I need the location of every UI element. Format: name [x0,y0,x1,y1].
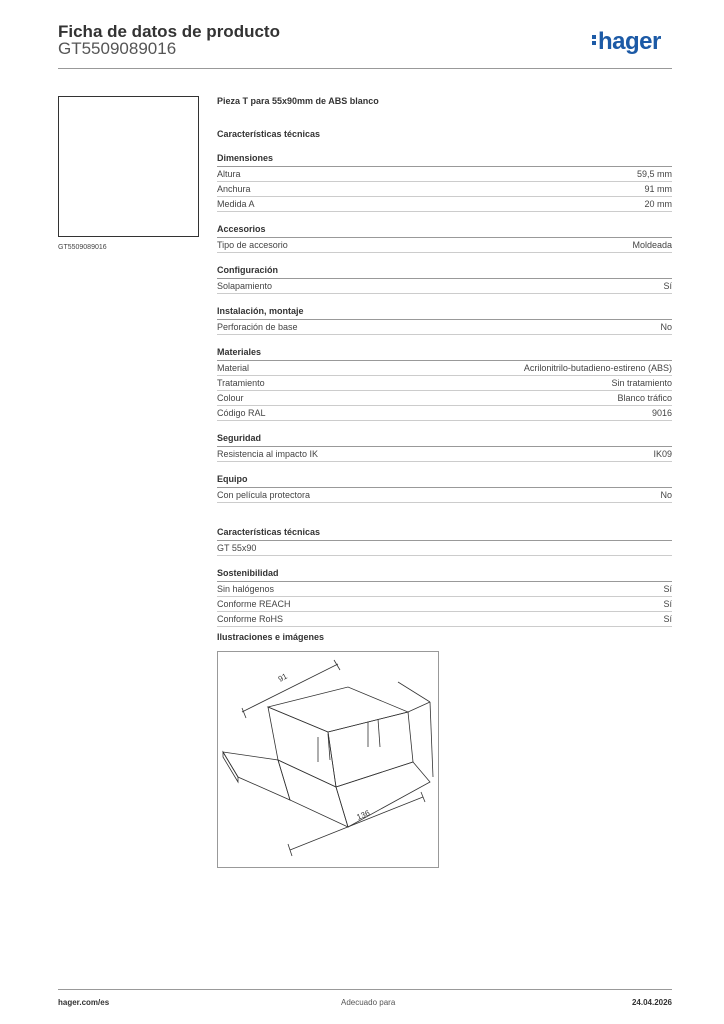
spec-row [217,612,672,627]
product-name: Pieza T para 55x90mm de ABS blanco [217,96,379,106]
spec-label: Con película protectora [217,490,311,500]
spec-section [217,153,672,212]
footer-divider [58,989,672,990]
spec-row [217,406,672,421]
spec-row [217,447,672,462]
spec-value: Moldeada [632,240,672,250]
spec-value: 59,5 mm [636,169,672,179]
spec-value: Sin tratamiento [611,378,672,388]
spec-label: Conforme REACH [217,599,291,609]
spec-label: Resistencia al impacto IK [217,449,319,459]
hager-logo: hager [592,28,661,56]
spec-row [217,167,672,182]
spec-section [217,527,672,556]
spec-value: Blanco tráfico [617,393,672,403]
spec-row [217,376,672,391]
spec-row [217,391,672,406]
spec-label: Tipo de accesorio [217,240,288,250]
spec-row [217,597,672,612]
spec-label: Material [217,363,250,373]
section-title: Sostenibilidad [217,568,672,582]
spec-label: Conforme RoHS [217,614,284,624]
spec-value: 20 mm [644,199,672,209]
section-title: Instalación, montaje [217,306,672,320]
spec-section [217,433,672,462]
dim-width-label: 91 [276,671,289,684]
spec-label: Medida A [217,199,255,209]
thumbnail-caption: GT5509089016 [58,244,107,251]
spec-label: Tratamiento [217,378,265,388]
spec-row [217,541,672,556]
tech-heading: Características técnicas [217,129,321,139]
spec-row [217,238,672,253]
section-title: Materiales [217,347,672,361]
spec-row [217,320,672,335]
spec-label: GT 55x90 [217,543,257,553]
spec-row [217,279,672,294]
section-title: Características técnicas [217,527,672,541]
spec-row [217,361,672,376]
spec-value: IK09 [653,449,672,459]
section-title: Equipo [217,474,672,488]
section-title: Accesorios [217,224,672,238]
header-divider [58,68,672,69]
spec-label: Solapamiento [217,281,273,291]
illustrations-title: Ilustraciones e imágenes [217,632,325,642]
section-title: Dimensiones [217,153,672,167]
spec-value: Sí [663,599,672,609]
spec-label: Código RAL [217,408,266,418]
spec-label: Altura [217,169,241,179]
spec-section [217,474,672,503]
t-piece-drawing [218,652,438,867]
spec-value: No [660,490,672,500]
product-thumbnail [58,96,199,237]
spec-value: No [660,322,672,332]
spec-value: Sí [663,584,672,594]
spec-value: 91 mm [644,184,672,194]
spec-label: Sin halógenos [217,584,275,594]
spec-value: Sí [663,614,672,624]
spec-sections [217,153,672,627]
spec-row [217,582,672,597]
spec-section [217,306,672,335]
footer-suitable-for: Adecuado para [341,998,396,1007]
spec-section [217,568,672,627]
spec-value: 9016 [651,408,672,418]
dim-length-label: 136 [355,808,372,822]
spec-label: Anchura [217,184,251,194]
product-code: GT5509089016 [58,39,177,58]
page-title: Ficha de datos de producto [58,22,280,41]
spec-value: Acrilonitrilo-butadieno-estireno (ABS) [523,363,672,373]
spec-label: Perforación de base [217,322,298,332]
spec-label: Colour [217,393,244,403]
spec-section [217,265,672,294]
spec-section [217,224,672,253]
section-title: Configuración [217,265,672,279]
spec-value: Sí [663,281,672,291]
spec-content [217,96,672,627]
spec-row [217,182,672,197]
footer-website[interactable]: hager.com/es [58,998,110,1007]
spec-row [217,197,672,212]
spec-section [217,347,672,421]
spec-row [217,488,672,503]
footer-date: 24.04.2026 [631,998,672,1007]
illustration-frame [217,651,439,868]
section-title: Seguridad [217,433,672,447]
